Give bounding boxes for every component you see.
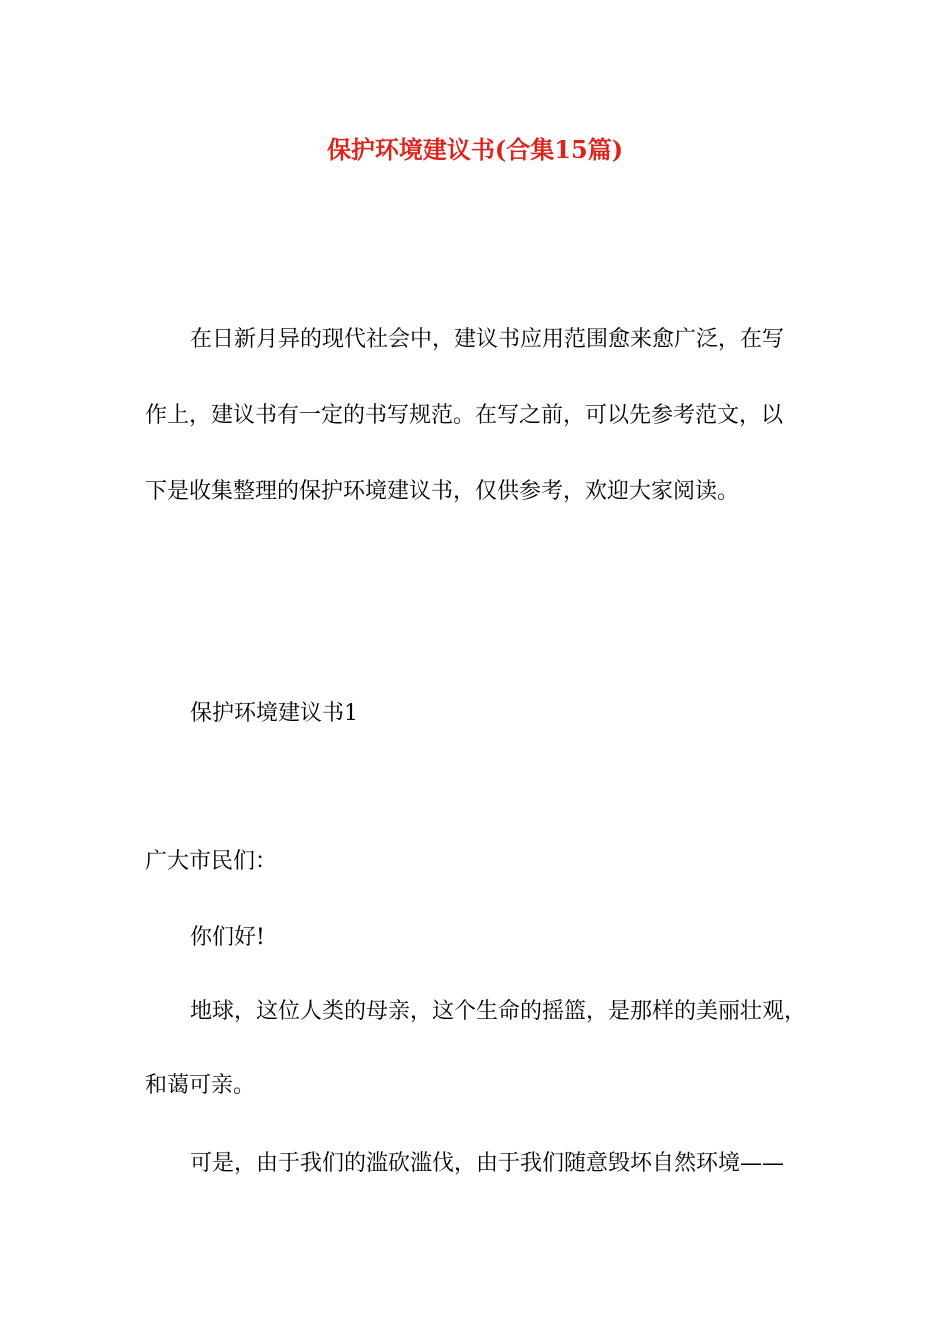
section-heading: 保护环境建议书1 — [190, 701, 358, 726]
intro-line-3: 下是收集整理的保护环境建议书，仅供参考，欢迎大家阅读。 — [145, 479, 740, 504]
salutation: 广大市民们： — [145, 849, 278, 874]
body-line-1: 地球，这位人类的母亲，这个生命的摇篮，是那样的美丽壮观， — [190, 999, 807, 1024]
greeting: 你们好! — [190, 925, 265, 950]
intro-line-1: 在日新月异的现代社会中，建议书应用范围愈来愈广泛，在写 — [190, 327, 785, 352]
document-title: 保护环境建议书(合集15篇) — [326, 135, 624, 164]
body-line-2: 和蔼可亲。 — [145, 1073, 256, 1098]
body-line-3: 可是，由于我们的滥砍滥伐，由于我们随意毁坏自然环境—— — [190, 1151, 785, 1176]
intro-line-2: 作上，建议书有一定的书写规范。在写之前，可以先参考范文，以 — [145, 403, 784, 428]
